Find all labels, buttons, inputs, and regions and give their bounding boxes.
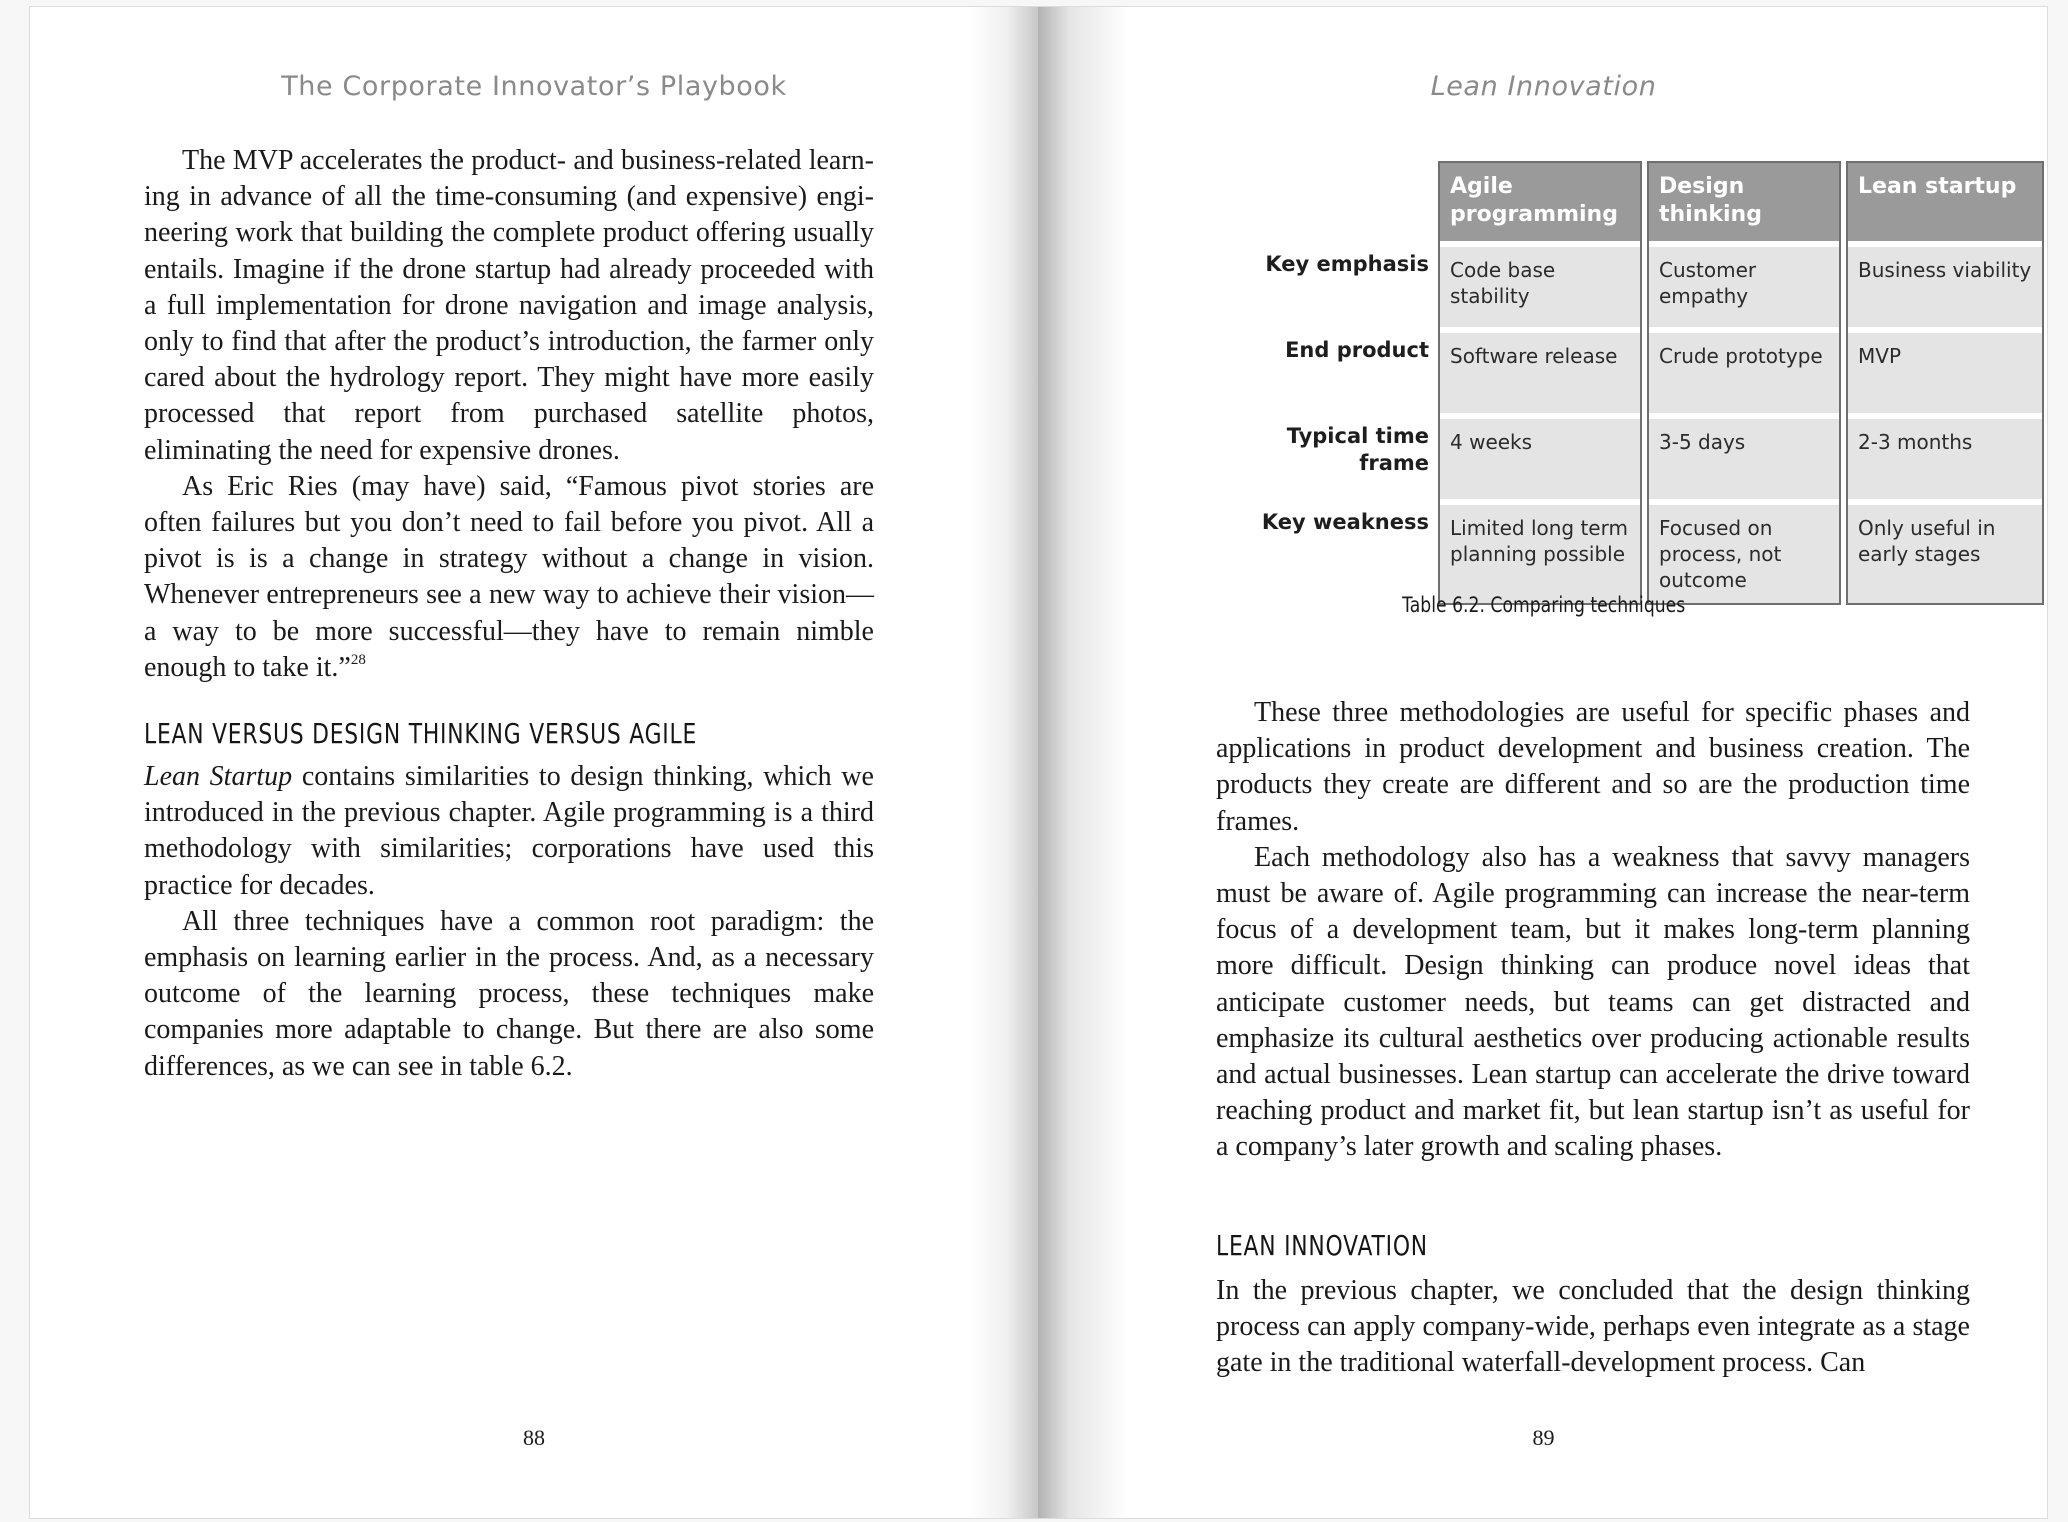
table-row [1235,333,2044,413]
table-caption [1038,593,2049,617]
left-paragraph-1: The MVP accelerates the product- and business-related learning in advance of all the time-consuming (and expensive) engineering work that building the complete product offering usually entails. Imagine if the drone startup had already proceeded with a full implementation for drone navigation and image analysis, only to find that after the product’s introduction, the farmer only cared about the hydrology report. They might have more easily processed that report from purchased satellite photos, eliminating the need for expensive drones. [144,145,874,466]
right-running-head: Lean Innovation [1430,71,1657,102]
table-caption-text: Table 6.2. Comparing techniques [1401,593,1686,617]
lean-startup-title: Lean Startup [144,761,293,792]
left-running-head: The Corporate Innovator’s Playbook [281,71,787,102]
gutter-shadow-right [1038,7,1128,1518]
left-paragraph-3 [144,759,874,904]
left-bottom-text [144,759,874,1085]
table-cell: Software release [1438,333,1642,413]
left-top-text [144,143,874,686]
table-corner [1235,161,1433,241]
book-spread [29,6,2048,1519]
table-cell: Code base stability [1438,247,1642,327]
table-cell: 3-5 days [1647,419,1841,499]
gutter-shadow-left [968,7,1038,1518]
table-cell: Limited long term planning possible [1438,505,1642,605]
table-row [1235,505,2044,605]
left-page-number: 88 [523,1425,545,1450]
left-paragraph-3-text: contains similarities to design thinking, which we introduced in the previous chapter. Agile programming is a third methodology with similarities; corporations have used this practice for decades. [144,761,874,901]
table-row-label: End product [1285,338,1429,362]
table-cell: MVP [1846,333,2044,413]
table-col-header: Agile programming [1438,161,1642,241]
right-page-number: 89 [1532,1425,1555,1450]
table-row [1235,247,2044,327]
table-cell: Focused on process, not outcome [1647,505,1841,605]
table-cell: 2-3 months [1846,419,2044,499]
table-cell: Business viability [1846,247,2044,327]
right-paragraph-2: Each methodology also has a weakness that savvy managers must be aware of. Agile programming can increase the near-term focus of a development team, but it makes long-term planning more difficult. Design thinking can produce novel ideas that anticipate customer needs, but teams can get distracted and emphasize its cultural aesthetics over producing actionable results and actual businesses. Lean startup can accelerate the drive toward reaching product and market fit, but lean startup isn’t as useful for a company’s later growth and scaling phases. [1216,841,1970,1163]
table-row-label: Key emphasis [1265,252,1429,276]
table-row [1235,419,2044,499]
right-paragraph-3: In the previous chapter, we concluded that the design thinking process can apply company-wide, perhaps even integrate as a stage gate in the traditional waterfall-development process. Can [1216,1275,1970,1379]
table-cell: Customer empathy [1647,247,1841,327]
footnote-ref: 28 [350,651,366,668]
right-bottom-text [1216,1273,1970,1382]
right-paragraph-1: These three methodologies are useful for specific phases and applications in product development and business creation. The products they create are different and so are the production time frames. [1216,697,1970,837]
left-section-heading: LEAN VERSUS DESIGN THINKING VERSUS AGILE [144,717,698,750]
table-cell: 4 weeks [1438,419,1642,499]
table-row-label: Typical time frame [1286,424,1429,475]
left-paragraph-2 [144,469,874,686]
right-page [1038,7,2049,1518]
left-paragraph-4: All three techniques have a common root paradigm: the emphasis on learning earlier in the process. And, as a necessary outcome of the learning process, these techniques make companies more adaptable to change. But there are also some differences, as we can see in table 6.2. [144,905,874,1082]
table-cell: Crude prototype [1647,333,1841,413]
right-section-heading: LEAN INNOVATION [1216,1229,1428,1262]
right-top-text [1216,695,1970,1166]
table-cell: Only useful in early stages [1846,505,2044,605]
left-page [30,7,1038,1518]
table-row-label: Key weakness [1261,510,1429,534]
table-col-header: Design thinking [1647,161,1841,241]
comparison-table [1230,161,2049,605]
left-paragraph-2-text: As Eric Ries (may have) said, “Famous pivot stories are often failures but you don’t need to fail before you pivot. All a pivot is is a change in strategy without a change in vision. Whenever entrepreneurs see a new way to achieve their vision—a way to be more successful—they have to remain nimble enough to take it.” [144,470,874,683]
table-col-header: Lean startup [1846,161,2044,241]
